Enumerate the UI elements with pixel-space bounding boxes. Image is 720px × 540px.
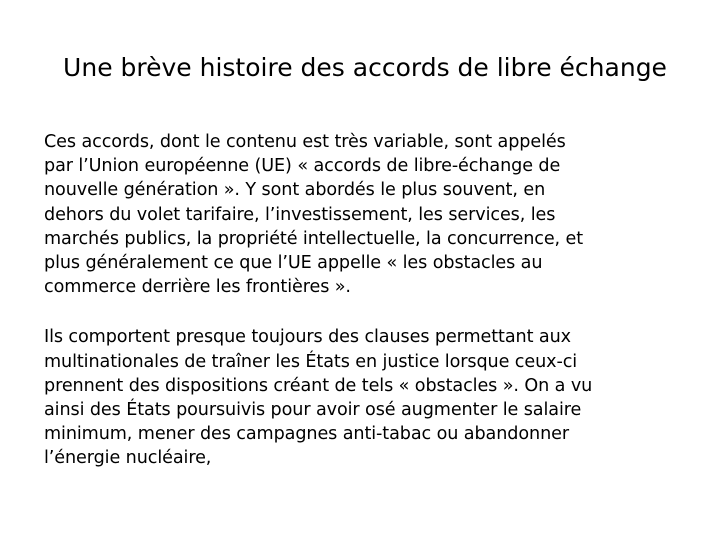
paragraph-line: Ils comportent presque toujours des clauses permettant aux — [44, 327, 571, 348]
paragraph-line: marchés publics, la propriété intellectuelle, la concurrence, et — [44, 228, 584, 249]
slide-title: Une brève histoire des accords de libre échange — [63, 53, 667, 82]
paragraph-line: par l’Union européenne (UE) « accords de libre-échange de — [44, 156, 561, 177]
paragraph-2 — [44, 325, 684, 470]
paragraph-line: ainsi des États poursuivis pour avoir osé augmenter le salaire — [44, 400, 582, 421]
paragraph-line: l’énergie nucléaire, — [44, 448, 212, 469]
paragraph-1 — [44, 130, 684, 299]
paragraph-line: plus généralement ce que l’UE appelle « les obstacles au — [44, 253, 543, 274]
paragraph-line: multinationales de traîner les États en justice lorsque ceux-ci — [44, 351, 578, 372]
paragraph-line: Ces accords, dont le contenu est très variable, sont appelés — [44, 132, 566, 152]
slide-body — [44, 130, 684, 497]
paragraph-line: nouvelle génération ». Y sont abordés le plus souvent, en — [44, 180, 546, 201]
paragraph-line: minimum, mener des campagnes anti-tabac ou abandonner — [44, 424, 569, 445]
paragraph-line: commerce derrière les frontières ». — [44, 277, 351, 298]
paragraph-line: dehors du volet tarifaire, l’investissement, les services, les — [44, 204, 556, 225]
paragraph-line: prennent des dispositions créant de tels « obstacles ». On a vu — [44, 375, 593, 396]
